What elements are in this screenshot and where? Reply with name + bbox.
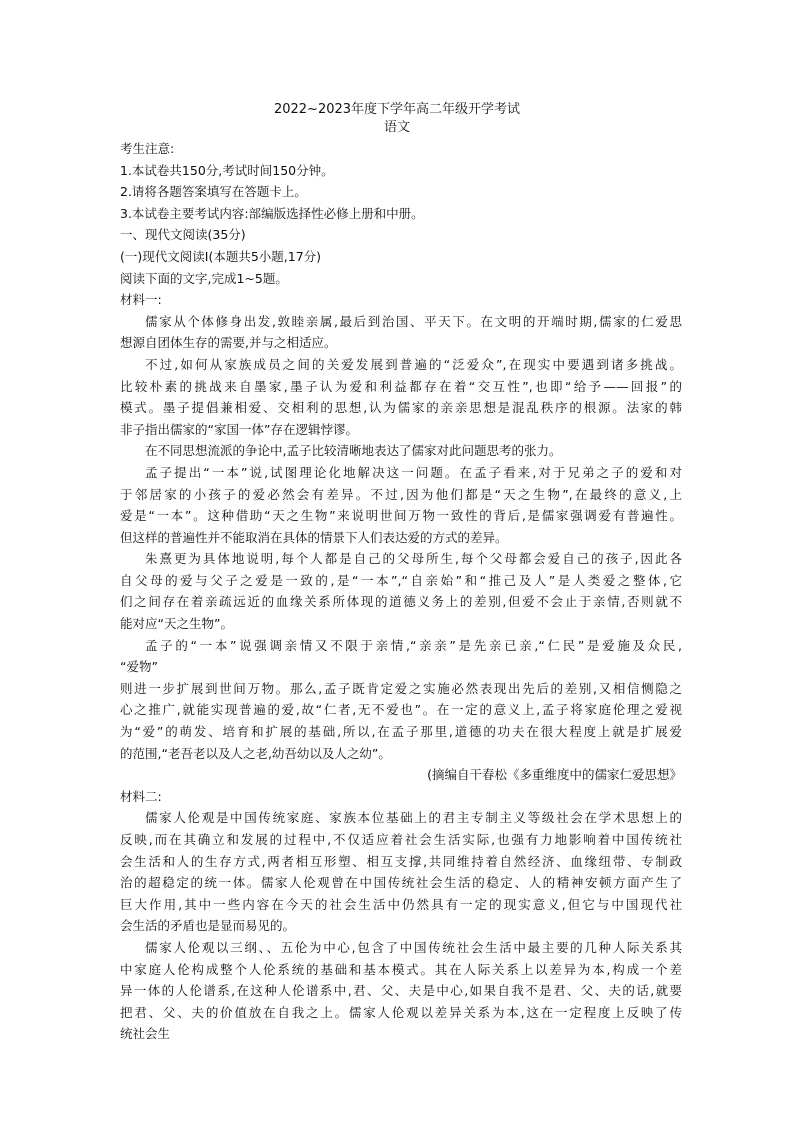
exam-title: 2022~2023年度下学年高二年级开学考试 [273,102,521,117]
text-line: 会生活的矛盾也是显而易见的。 [120,918,296,934]
text-line: 材料二: [120,788,162,804]
text-line: 孟子的“一本”说强调亲情又不限于亲情,“亲亲”是先亲已亲,“仁民”是爱施及众民, [145,637,682,653]
text-line: 不过,如何从家族成员之间的关爱发展到普遍的“泛爱众”,在现实中要遇到诸多挑战。 [145,356,682,372]
text-line: 朱熹更为具体地说明,每个人都是自己的父母所生,每个父母都会爱自己的孩子,因此各 [145,551,682,567]
text-line: 儒家人伦观是中国传统家庭、家族本位基础上的君主专制主义等级社会在学术思想上的 [145,810,682,826]
text-line: 自父母的爱与父子之爱是一致的,是“一本”,“自亲始”和“推己及人”是人类爱之整体,它 [120,572,682,588]
exam-body [120,138,682,1045]
text-line: 比较朴素的挑战来自墨家,墨子认为爱和利益都存在着“交互性”,也即“给予——回报”的 [120,378,682,394]
text-line: 想源自团体生存的需要,并与之相适应。 [120,335,337,351]
text-line: 治的超稳定的统一体。儒家人伦观曾在中国传统社会生活的稳定、人的精神安顿方面产生了 [120,875,682,891]
text-line: 3.本试卷主要考试内容:部编版选择性必修上册和中册。 [120,205,424,221]
text-line: 异一体的人伦谱系,在这种人伦谱系中,君、父、夫是中心,如果自我不是君、父、夫的话,就要 [120,983,682,999]
text-line: 反映,而在其确立和发展的过程中,不仅适应着社会生活实际,也强有力地影响着中国传统社 [120,832,682,847]
text-line: (一)现代文阅读Ⅰ(本题共5小题,17分) [120,248,322,264]
text-line: 会生活和人的生存方式,两者相互形塑、相互支撑,共同维持着自然经济、血缘纽带、专制政 [120,853,682,869]
text-line: 模式。墨子提倡兼相爱、交相利的思想,认为儒家的亲亲思想是混乱秩序的根源。法家的韩 [120,400,682,416]
text-line: 把君、父、夫的价值放在自我之上。儒家人伦观以差异关系为本,这在一定程度上反映了传 [120,1004,682,1020]
text-line: 则进一步扩展到世间万物。那么,孟子既肯定爱之实施必然表现出先后的差别,又相信恻隐之 [120,680,682,696]
text-line: (摘编自干春松《多重维度中的儒家仁爱思想》 [427,767,682,783]
text-line: 能对应“天之生物”。 [120,616,233,632]
text-line: 巨大作用,其中一些内容在今天的社会生活中仍然具有一定的现实意义,但它与中国现代社 [120,896,682,912]
text-line: 非子指出儒家的“家国一体”存在逻辑悖谬。 [120,421,358,437]
text-line: 统社会生 [120,1026,171,1042]
text-line: 们之间存在着亲疏远近的血缘关系所体现的道德义务上的差别,但爱不会止于亲情,否则就不 [120,594,682,610]
text-line: 一、现代文阅读(35分) [120,227,246,243]
text-line: 孟子提出“一本”说,试图理论化地解决这一问题。在孟子看来,对于兄弟之子的爱和对 [145,464,682,480]
text-line: 儒家从个体修身出发,敦睦亲属,最后到治国、平天下。在文明的开端时期,儒家的仁爱思 [145,313,682,329]
text-line: 儒家人伦观以三纲、、五伦为中心,包含了中国传统社会生活中最主要的几种人际关系其 [145,939,682,955]
text-line: 阅读下面的文字,完成1~5题。 [120,270,288,286]
exam-subject: 语文 [383,120,410,135]
text-line: 为“爱”的萌发、培育和扩展的基础,所以,在孟子那里,道德的功夫在很大程度上就是扩展爱 [120,724,682,740]
text-line: 中家庭人伦构成整个人伦系统的基础和基本模式。其在人际关系上以差异为本,构成一个差 [120,961,682,977]
text-line: 考生注意: [120,141,175,156]
text-line: 心之推广,就能实现普遍的爱,故“仁者,无不爱也”。在一定的意义上,孟子将家庭伦理之爱视 [120,702,682,718]
text-line: 的范围,“老吾老以及人之老,幼吾幼以及人之幼”。 [120,745,391,761]
text-line: 材料一: [120,292,162,308]
text-line: 爱是“一本”。这种借助“天之生物”来说明世间万物一致性的背后,是儒家强调爱有普遍性。 [120,508,682,524]
text-line: 在不同思想流派的争论中,孟子比较清晰地表达了儒家对此问题思考的张力。 [145,443,562,459]
text-line: 2.请将各题答案填写在答题卡上。 [120,184,307,200]
text-line: 于邻居家的小孩子的爱必然会有差异。不过,因为他们都是“天之生物”,在最终的意义,上 [120,486,682,502]
text-line: 1.本试卷共150分,考试时间150分钟。 [120,162,334,178]
text-line: 但这样的普遍性并不能取消在具体的情景下人们表达爱的方式的差异。 [120,529,508,545]
text-line: “爱物” [120,659,158,675]
